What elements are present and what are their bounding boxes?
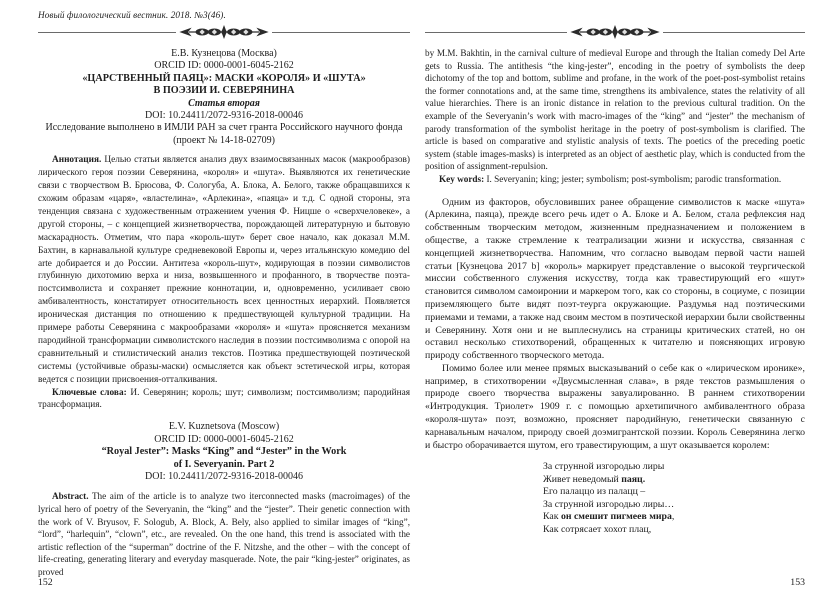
article-title-ru-line2: В ПОЭЗИИ И. СЕВЕРЯНИНА bbox=[153, 85, 295, 97]
body-paragraph: Одним из факторов, обусловивших ранее обращение символистов к маске «шута» (Арлекина, паяца), прежде всего речь идет о А. Блоке и А. Белом, стала рефлексия над собственным творческим методом, жизненным предназначением и положением в обществе, а также стремление к театрализации жизни и искусства, связанная с концепцией жизнетворчества. Напомним, что согласно выводам первой части нашей статьи [Кузнецова 2017 b] «король» маркирует представление о высокой теургической миссии собственного служения искусству, тогда как травестирующий его «шут» становится символом самоиронии и маркером того, как со стороны, в социуме, с позиции приземляющего быте видят поэт-теурга окружающие. Раздумья над поэтическими приемами и темами, а также над своим местом в поэтической иерархии были свойственны и Северянину. Хотя они и не выплеснулись на страницы критических статей, но он оставил несколько стихотворений, обращенных к читателю и поясняющих игровую природу собственного творческого метода. bbox=[425, 196, 805, 362]
article-title-ru-line1: «ЦАРСТВЕННЫЙ ПАЯЦ»: МАСКИ «КОРОЛЯ» И «ШУТА» bbox=[82, 72, 366, 84]
left-page bbox=[38, 10, 410, 579]
abstract-continuation-paragraph: by M.M. Bakhtin, in the carnival culture of medieval Europe and through the Italian comedy Del Arte gets to Russia. The antithesis “the king-jester”, encoding in the poetry of symbolists the deep dichotomy of the top and bottom, sublime and profane, in the work of the poet-post-symbolist retains the former connotations and, at the same time, strengthens its ambivalence, states the relativity of all value hierarchies. There is an ironic distance in relation to the previous cultural tradition. On the example of the Severyanin’s work with macro-images of the “king” and “jester” the mechanism of parody transformation of the symbolist heritage in the poetry of post-symbolism is clarified. The article is based on comparative and stylistic analysis of texts. The poetics of the preceding poetic system (stable images-masks) is interpreted as an object of aesthetic play, which is conducted from the position of assignment-repulsion. bbox=[425, 48, 805, 172]
article-subtitle-ru: Статья вторая bbox=[188, 97, 260, 109]
orcid-line-en: ORCID ID: 0000-0001-6045-2162 bbox=[154, 433, 294, 445]
poem-line: Его палаццо из палацц – bbox=[543, 486, 646, 498]
poem-line: Как он смешит пигмеев мира, bbox=[543, 511, 675, 523]
author-line-ru: Е.В. Кузнецова (Москва) bbox=[171, 48, 277, 59]
keywords-en-paragraph bbox=[425, 173, 805, 186]
header-divider-right bbox=[425, 25, 805, 39]
poem-block bbox=[543, 461, 805, 535]
right-page bbox=[425, 10, 805, 536]
annotation-text: Целью статьи является анализ двух взаимосвязанных масок (макрообразов) лирического героя поэзии Северянина, «короля» и «шута». Выявляются их генетические связи с творчеством В. Брюсова, Ф. Сологуба, А. Блока, А. Белого, также обращавшихся к схожим образам «царя», «властелина», «Арлекина», «паяца» и т.д. С одной стороны, эта тенденция связана с художественным отражением учения Ф. Ницше о «сверхчеловеке», а другой стороны, – с концепцией жизнетворчества, порождающей литературную и бытовую маскарадность. Отметим, что пара «король-шут» берет свое начало, как доказал М.М. Бахтин, в карнавальной культуре средневековой Европы и, через итальянскую комедию del arte добирается и до России. Антитеза «король-шут», кодирующая в поэзии символистов глубинную дихотомию верха и низа, возвышенного и профанного, в творчестве поэта-постсимволиста и сохраняет прежние коннотации, и, одновременно, усиливает свою амбивалентность, констатирует относительность всех ценностных иерархий. Появляется ироническая дистанция по отношению к предшествующей культурной традиции. На примере работы Северянина с макрообразами «короля» и «шута» проясняется механизм пародийной трансформации символистского наследия в поэзии постсимволизма с опорой на сравнительный и стилистический анализ текстов. Поэтика предшествующей поэтической системы (устойчивые образы-маски) осмысляется как объект эстетической игры, которая ведется с позиции присвоения-отталкивания. bbox=[38, 155, 410, 385]
doi-line-ru: DOI: 10.24411/2072-9316-2018-00046 bbox=[145, 110, 303, 122]
abstract-text: The aim of the article is to analyze two iterconnected masks (macroimages) of the lyrical hero of poetry of the Severyanin, the “king” and the “jester”. Their genetic connection with the work of V. Bryusov, F. Sologub, A. Block, A. Bely, also applied to similar images of “king”, “lord”, “harlequin”, “clown”, etc., are revealed. On the one hand, this trend is associated with the artistic reflection of the “superman” doctrine of the F. Nitzshe, and the other – with the concept of life-creating, generating literary and everyday masquerade. Note, the pair “king-jester” originates, as proved bbox=[38, 491, 411, 577]
funding-note: Исследование выполнено в ИМЛИ РАН за счет гранта Российского научного фонда (проект № 14-18-02709) bbox=[45, 122, 403, 146]
keywords-en-label: Key words: bbox=[439, 173, 485, 184]
keywords-en-text: I. Severyanin; king; jester; symbolism; post-symbolism; parodic transformation. bbox=[486, 173, 782, 184]
divider-line bbox=[38, 32, 176, 33]
annotation-label: Аннотация. bbox=[52, 155, 102, 166]
abstract-label: Abstract. bbox=[52, 491, 89, 502]
divider-line bbox=[663, 32, 805, 33]
doi-line-en: DOI: 10.24411/2072-9316-2018-00046 bbox=[145, 471, 303, 482]
body-paragraph: Помимо более или менее прямых высказываний о себе как о «лирическом иронике», например, в стихотворении «Двусмысленная слава», в ряде текстов размышления о природе своего творчества выражены завуалированно. В раннем стихотворении «Интродукция. Триолет» 1909 г. с помощью архетипичного амбивалентного образа «короля-шута» поэт, возможно, проясняет пародийную, генетически связанную с карнавальным началом, природу своей доэмигрантской поэзии. Король Северянина легко и быстро оборачивается шутом, его травестирующим, а шут оказывается королем: bbox=[425, 362, 805, 451]
russian-title-block bbox=[38, 48, 410, 147]
abstract-paragraph bbox=[38, 490, 410, 578]
keywords-ru-label: Ключевые слова: bbox=[52, 387, 127, 398]
author-line-en: E.V. Kuznetsova (Moscow) bbox=[168, 421, 280, 433]
running-header: Новый филологический вестник. 2018. №3(46). bbox=[38, 10, 226, 20]
fleuron-divider-icon bbox=[178, 25, 270, 39]
page-number-right: 153 bbox=[790, 577, 805, 588]
poem-line: Живет неведомый паяц. bbox=[543, 473, 646, 485]
annotation-paragraph bbox=[38, 154, 410, 386]
fleuron-divider-icon bbox=[569, 25, 661, 39]
article-title-en-line1: “Royal Jester”: Masks “King” and “Jester” in the Work bbox=[101, 446, 347, 458]
keywords-ru-text: И. Северянин; король; шут; символизм; постсимволизм; пародийная трансформация. bbox=[38, 387, 410, 411]
orcid-line-ru: ORCID ID: 0000-0001-6045-2162 bbox=[154, 60, 294, 72]
article-title-en-line2: of I. Severyanin. Part 2 bbox=[173, 458, 275, 470]
poem-line: Как сотрясает хохот плац, bbox=[543, 523, 652, 535]
poem-line: За струнной изгородью лиры bbox=[543, 461, 665, 473]
poem-line: За струнной изгородью лиры… bbox=[543, 498, 675, 510]
divider-line bbox=[425, 32, 567, 33]
keywords-ru-paragraph bbox=[38, 387, 410, 413]
header-divider-left bbox=[38, 25, 410, 39]
page-number-left: 152 bbox=[38, 577, 53, 588]
divider-line bbox=[272, 32, 410, 33]
english-title-block bbox=[38, 421, 410, 483]
